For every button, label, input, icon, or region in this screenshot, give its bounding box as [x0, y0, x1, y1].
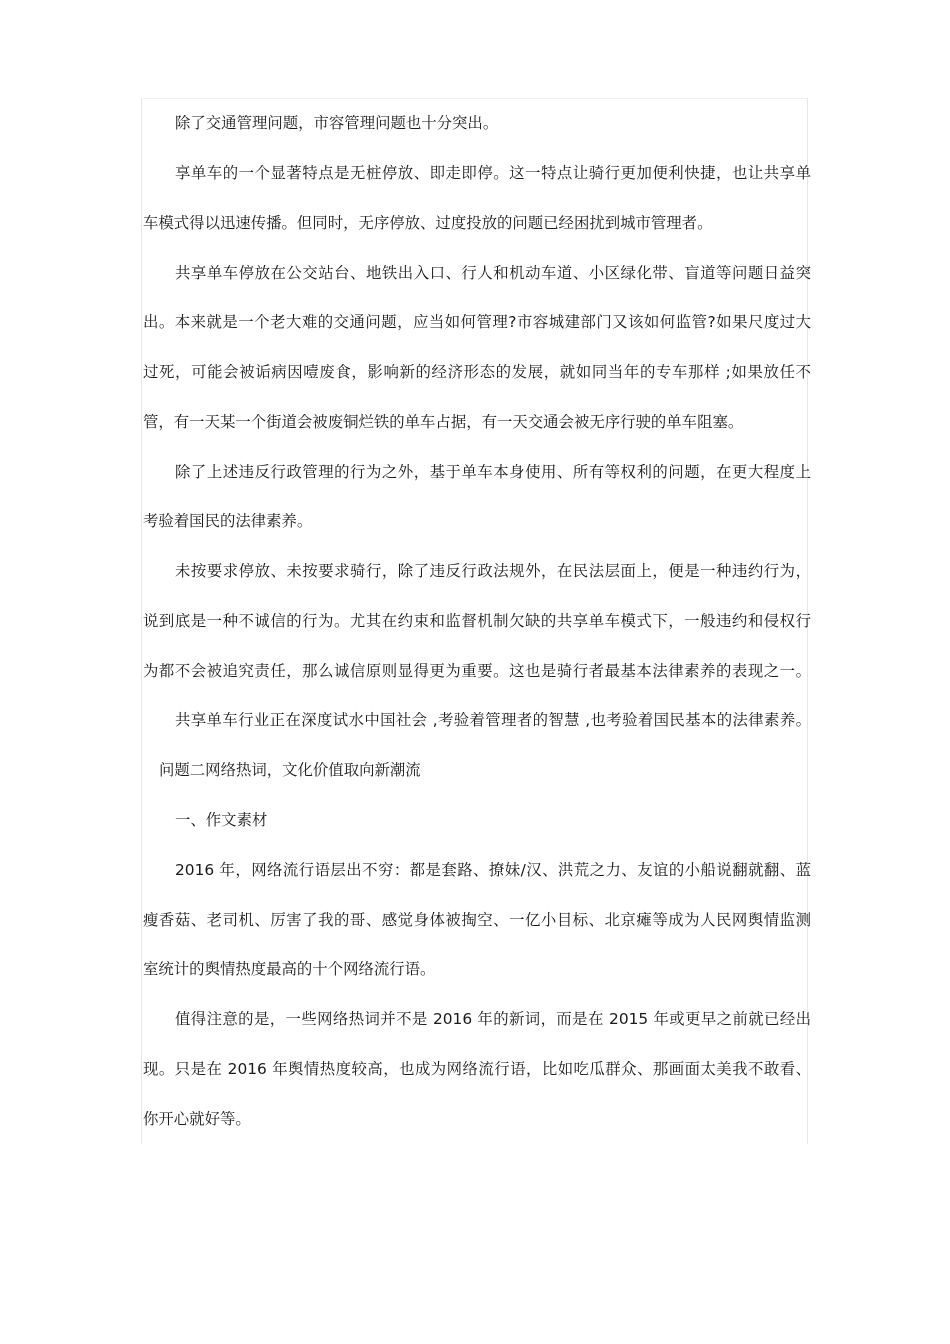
paragraph-line: 值得注意的是，一些网络热词并不是 2016 年的新词，而是在 2015 年或更早之前就已经出 — [175, 1010, 811, 1028]
paragraph-line: 室统计的舆情热度最高的十个网络流行语。 — [143, 960, 436, 978]
paragraph-line: 瘦香菇、老司机、厉害了我的哥、感觉身体被掏空、一亿小目标、北京瘫等成为人民网舆情监测 — [143, 911, 811, 929]
paragraph-line: 过死，可能会被诟病因噎废食，影响新的经济形态的发展，就如同当年的专车那样 ;如果放任不 — [143, 363, 811, 381]
paragraph-line: 你开心就好等。 — [143, 1110, 251, 1128]
paragraph-line: 除了上述违反行政管理的行为之外，基于单车本身使用、所有等权利的问题，在更大程度上 — [175, 463, 811, 481]
paragraph-line: 车模式得以迅速传播。但同时，无序停放、过度投放的问题已经困扰到城市管理者。 — [143, 214, 713, 232]
section-heading: 问题二网络热词，文化价值取向新潮流 — [159, 761, 421, 779]
paragraph-line: 管，有一天某一个街道会被废铜烂铁的单车占据，有一天交通会被无序行驶的单车阻塞。 — [143, 413, 744, 431]
paragraph-line: 说到底是一种不诚信的行为。尤其在约束和监督机制欠缺的共享单车模式下，一般违约和侵权行 — [143, 612, 811, 630]
paragraph-line: 出。本来就是一个老大难的交通问题，应当如何管理?市容城建部门又该如何监管?如果尺度过大 — [143, 313, 811, 331]
paragraph-line: 共享单车停放在公交站台、地铁出入口、行人和机动车道、小区绿化带、盲道等问题日益突 — [175, 264, 811, 282]
paragraph-line: 享单车的一个显著特点是无桩停放、即走即停。这一特点让骑行更加便利快捷，也让共享单 — [175, 164, 811, 182]
paragraph-line: 未按要求停放、未按要求骑行，除了违反行政法规外，在民法层面上，便是一种违约行为， — [175, 562, 811, 580]
paragraph-line: 为都不会被追究责任，那么诚信原则显得更为重要。这也是骑行者最基本法律素养的表现之一。 — [143, 662, 811, 680]
paragraph-line: 共享单车行业正在深度试水中国社会 ,考验着管理者的智慧 ,也考验着国民基本的法律素养。 — [175, 711, 811, 729]
paragraph-line: 现。只是在 2016 年舆情热度较高，也成为网络流行语，比如吃瓜群众、那画面太美我不敢看、 — [143, 1060, 811, 1078]
paragraph-line: 2016 年，网络流行语层出不穷：都是套路、撩妹/汉、洪荒之力、友谊的小船说翻就翻、蓝 — [175, 861, 811, 879]
subsection-heading: 一、作文素材 — [175, 811, 268, 829]
paragraph-line: 考验着国民的法律素养。 — [143, 512, 313, 530]
paragraph-line: 除了交通管理问题，市容管理问题也十分突出。 — [175, 114, 499, 132]
